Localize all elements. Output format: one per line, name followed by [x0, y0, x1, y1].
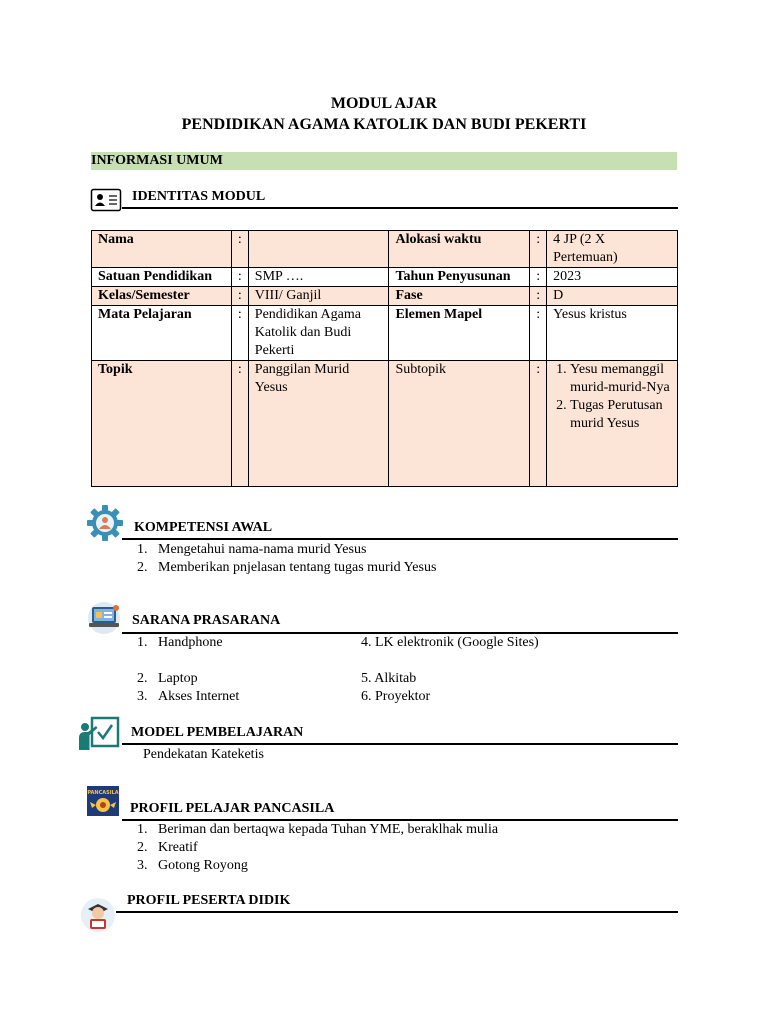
heading-sarana-prasarana: SARANA PRASARANA — [132, 613, 281, 628]
cell-colon: : — [231, 231, 248, 268]
cell-colon: : — [231, 287, 248, 306]
cell-value: Pendidikan Agama Katolik dan Budi Pekerti — [248, 306, 389, 361]
cell-label: Tahun Penyusunan — [389, 268, 530, 287]
cell-colon: : — [530, 231, 547, 268]
teacher-board-icon — [78, 716, 120, 752]
cell-value-nama — [248, 231, 389, 268]
list-item: 5. Alkitab — [361, 671, 417, 686]
cell-label: Kelas/Semester — [92, 287, 232, 306]
section-divider — [122, 632, 678, 634]
identitas-table — [91, 230, 678, 487]
cell-label: Elemen Mapel — [389, 306, 530, 361]
table-row — [92, 287, 678, 306]
cell-label: Alokasi waktu — [389, 231, 530, 268]
heading-profil-pelajar-pancasila: PROFIL PELAJAR PANCASILA — [130, 801, 335, 816]
list-number: 2. — [137, 560, 148, 575]
cell-value: Panggilan Murid Yesus — [248, 361, 389, 487]
cell-colon: : — [530, 306, 547, 361]
table-row — [92, 268, 678, 287]
list-number: 2. — [137, 671, 148, 686]
list-item: Mengetahui nama-nama murid Yesus — [158, 542, 367, 557]
list-item: 4. LK elektronik (Google Sites) — [361, 635, 539, 650]
list-item: 1. Yesu memanggil murid-murid-Nya — [570, 361, 671, 397]
cell-value: 2023 — [547, 268, 678, 287]
heading-kompetensi-awal: KOMPETENSI AWAL — [134, 520, 273, 535]
module-title: MODUL AJAR — [330, 95, 438, 112]
cell-colon: : — [530, 287, 547, 306]
cell-label: Nama — [92, 231, 232, 268]
list-item: Handphone — [158, 635, 223, 650]
pancasila-badge-label: PANCASILA — [87, 790, 119, 796]
list-number: 2. — [137, 840, 148, 855]
section-bar-informasi-umum: INFORMASI UMUM — [91, 152, 677, 170]
cell-colon: : — [231, 268, 248, 287]
cell-value-subtopik — [547, 361, 678, 487]
cell-label: Topik — [92, 361, 232, 487]
section-divider — [122, 819, 678, 821]
cell-colon: : — [530, 361, 547, 487]
gear-icon — [86, 504, 124, 542]
list-item: Laptop — [158, 671, 198, 686]
list-number: 1. — [137, 822, 148, 837]
cell-label: Satuan Pendidikan — [92, 268, 232, 287]
heading-model-pembelajaran: MODEL PEMBELAJARAN — [131, 725, 304, 740]
table-row — [92, 231, 678, 268]
list-number: 1. — [137, 635, 148, 650]
table-row — [92, 361, 678, 487]
module-subtitle: PENDIDIKAN AGAMA KATOLIK DAN BUDI PEKERTI — [181, 116, 587, 133]
cell-value: D — [547, 287, 678, 306]
heading-identitas-modul: IDENTITAS MODUL — [132, 189, 266, 204]
cell-colon: : — [530, 268, 547, 287]
laptop-icon — [86, 601, 122, 635]
list-item: Memberikan pnjelasan tentang tugas murid Yesus — [158, 560, 437, 575]
list-item: Kreatif — [158, 840, 198, 855]
cell-colon: : — [231, 306, 248, 361]
cell-value: 4 JP (2 X Pertemuan) — [547, 231, 678, 268]
cell-label: Fase — [389, 287, 530, 306]
pancasila-badge-icon — [87, 786, 119, 816]
section-divider — [116, 911, 678, 913]
subtopik-list — [553, 361, 671, 433]
cell-value: SMP …. — [248, 268, 389, 287]
cell-value: Yesus kristus — [547, 306, 678, 361]
section-divider — [122, 538, 678, 540]
list-item: Akses Internet — [158, 689, 240, 704]
model-text: Pendekatan Kateketis — [143, 747, 264, 762]
list-item: Gotong Royong — [158, 858, 248, 873]
cell-label: Subtopik — [389, 361, 530, 487]
table-row — [92, 306, 678, 361]
section-divider — [122, 207, 678, 209]
list-number: 3. — [137, 689, 148, 704]
cell-label: Mata Pelajaran — [92, 306, 232, 361]
list-item: Beriman dan bertaqwa kepada Tuhan YME, beraklhak mulia — [158, 822, 499, 837]
section-divider — [122, 743, 678, 745]
student-icon — [80, 897, 116, 933]
list-item: 2. Tugas Perutusan murid Yesus — [570, 397, 671, 433]
list-item: 6. Proyektor — [361, 689, 431, 704]
id-card-icon — [90, 188, 122, 212]
heading-profil-peserta-didik: PROFIL PESERTA DIDIK — [127, 893, 291, 908]
cell-value: VIII/ Ganjil — [248, 287, 389, 306]
list-number: 3. — [137, 858, 148, 873]
cell-colon: : — [231, 361, 248, 487]
list-number: 1. — [137, 542, 148, 557]
